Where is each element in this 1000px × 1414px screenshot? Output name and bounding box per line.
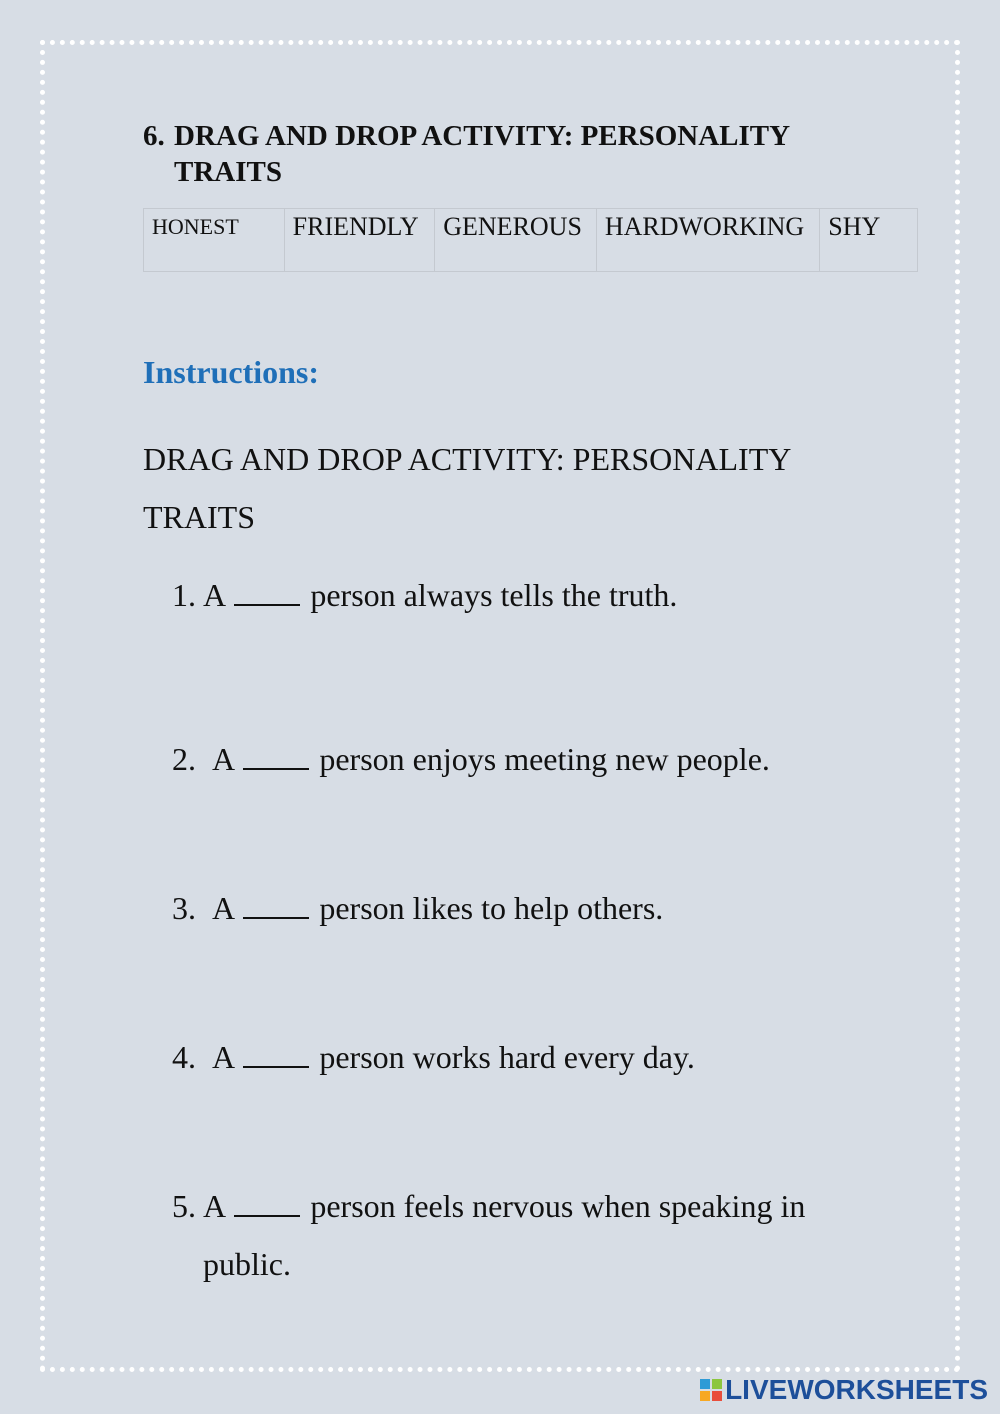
logo-text: LIVEWORKSHEETS	[725, 1374, 988, 1405]
word-bank	[143, 208, 918, 272]
word-tile-shy[interactable]: SHY	[828, 212, 881, 241]
word-tile-hardworking[interactable]: HARDWORKING	[597, 209, 820, 271]
question-number: 3.	[172, 890, 196, 926]
word-tile-honest[interactable]: HONEST	[144, 209, 285, 271]
question-number: 2.	[172, 741, 196, 777]
question-text: A person likes to help others.	[212, 890, 664, 926]
activity-heading	[143, 118, 903, 190]
drop-blank[interactable]	[243, 889, 309, 919]
question-text: A person works hard every day.	[212, 1039, 695, 1075]
drop-blank[interactable]	[234, 576, 300, 606]
question-number: 5.	[172, 1188, 196, 1224]
question-4	[172, 1028, 872, 1086]
drop-blank[interactable]	[243, 740, 309, 770]
word-tile-generous[interactable]: GENEROUS	[435, 209, 597, 271]
question-text: A person feels nervous when speaking in public.	[203, 1188, 806, 1282]
question-1	[172, 566, 872, 624]
logo-mark-icon	[700, 1379, 722, 1401]
activity-title: DRAG AND DROP ACTIVITY: PERSONALITY TRAITS	[174, 120, 790, 188]
liveworksheets-logo	[700, 1374, 988, 1406]
drop-blank[interactable]	[243, 1038, 309, 1068]
question-5	[172, 1177, 872, 1293]
instructions-label: Instructions:	[143, 354, 320, 390]
question-2	[172, 730, 872, 788]
activity-number: 6.	[143, 120, 165, 152]
question-number: 1.	[172, 577, 196, 613]
question-text: A person always tells the truth.	[203, 577, 678, 613]
question-number: 4.	[172, 1039, 196, 1075]
drop-blank[interactable]	[234, 1187, 300, 1217]
question-text: A person enjoys meeting new people.	[212, 741, 770, 777]
word-tile-friendly[interactable]: FRIENDLY	[285, 209, 436, 271]
instructions-text: DRAG AND DROP ACTIVITY: PERSONALITY TRAITS	[143, 441, 791, 535]
question-3	[172, 879, 872, 937]
